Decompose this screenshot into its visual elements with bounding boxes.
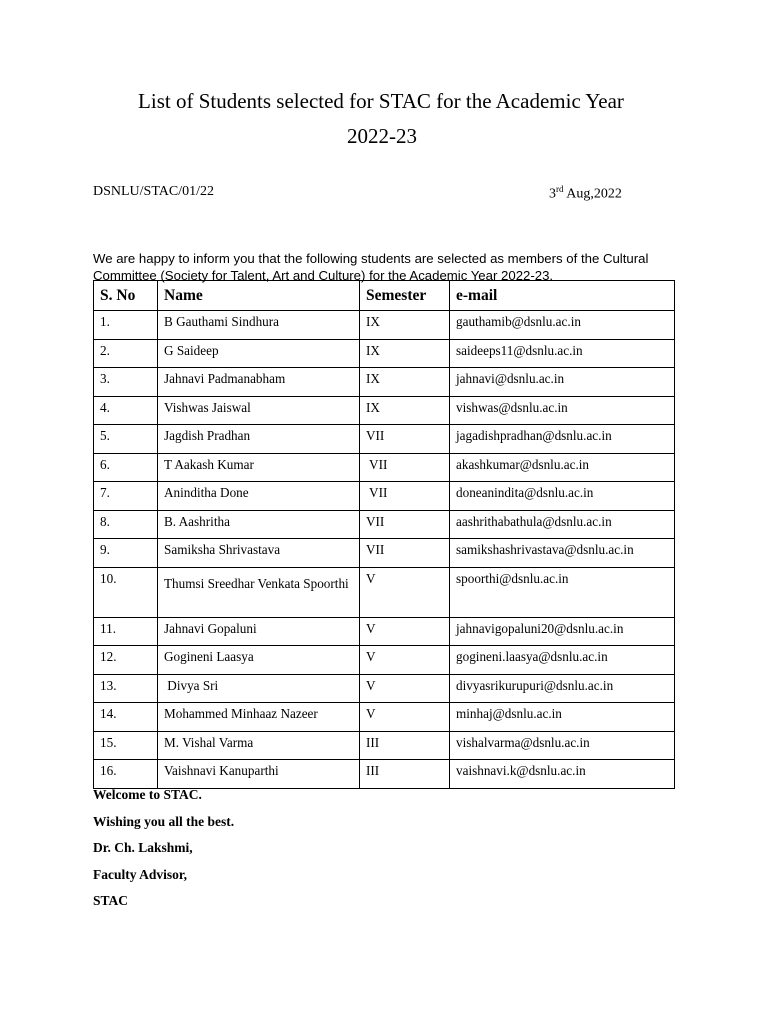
table-row [94, 510, 675, 539]
table-row [94, 731, 675, 760]
cell-name: Thumsi Sreedhar Venkata Spoorthi [158, 567, 360, 617]
closing-block [93, 782, 234, 915]
cell-semester: V [360, 646, 450, 675]
signatory-org: STAC [93, 893, 129, 908]
students-table [93, 280, 675, 789]
cell-email: jahnavigopaluni20@dsnlu.ac.in [450, 617, 675, 646]
header-semester: Semester [360, 281, 450, 311]
cell-email: jahnavi@dsnlu.ac.in [450, 368, 675, 397]
document-title: List of Students selected for STAC for the Academic Year [138, 89, 624, 113]
cell-name: Jahnavi Padmanabham [158, 368, 360, 397]
date-suffix: rd [556, 184, 564, 194]
cell-email: vaishnavi.k@dsnlu.ac.in [450, 760, 675, 789]
document-date [549, 184, 622, 203]
cell-sno: 1. [94, 311, 158, 340]
cell-semester: VII [360, 453, 450, 482]
cell-sno: 6. [94, 453, 158, 482]
cell-sno: 11. [94, 617, 158, 646]
cell-name: Gogineni Laasya [158, 646, 360, 675]
document-title-year: 2022-23 [347, 124, 417, 148]
cell-semester: VII [360, 539, 450, 568]
cell-email: spoorthi@dsnlu.ac.in [450, 567, 675, 617]
table-row [94, 425, 675, 454]
cell-semester: VII [360, 510, 450, 539]
cell-semester: IX [360, 339, 450, 368]
closing-welcome: Welcome to STAC. [93, 787, 202, 802]
signatory-title: Faculty Advisor, [93, 866, 188, 882]
cell-email: gauthamib@dsnlu.ac.in [450, 311, 675, 340]
cell-semester: VII [360, 425, 450, 454]
cell-sno: 7. [94, 482, 158, 511]
header-name: Name [158, 281, 360, 311]
table-row [94, 339, 675, 368]
cell-email: gogineni.laasya@dsnlu.ac.in [450, 646, 675, 675]
cell-semester: V [360, 703, 450, 732]
cell-email: vishwas@dsnlu.ac.in [450, 396, 675, 425]
cell-semester: V [360, 674, 450, 703]
cell-sno: 8. [94, 510, 158, 539]
cell-sno: 16. [94, 760, 158, 789]
table-row [94, 567, 675, 617]
cell-sno: 9. [94, 539, 158, 568]
cell-name: Vaishnavi Kanuparthi [158, 760, 360, 789]
cell-semester: IX [360, 396, 450, 425]
reference-number: DSNLU/STAC/01/22 [93, 184, 215, 199]
table-row [94, 311, 675, 340]
cell-semester: III [360, 731, 450, 760]
cell-name: Divya Sri [158, 674, 360, 703]
cell-email: minhaj@dsnlu.ac.in [450, 703, 675, 732]
cell-semester: IX [360, 368, 450, 397]
cell-name: G Saideep [158, 339, 360, 368]
cell-email: aashrithabathula@dsnlu.ac.in [450, 510, 675, 539]
table-row [94, 617, 675, 646]
table-row [94, 674, 675, 703]
table-row [94, 396, 675, 425]
cell-email: divyasrikurupuri@dsnlu.ac.in [450, 674, 675, 703]
cell-name: Vishwas Jaiswal [158, 396, 360, 425]
cell-semester: VII [360, 482, 450, 511]
cell-sno: 10. [94, 567, 158, 617]
cell-name: Mohammed Minhaaz Nazeer [158, 703, 360, 732]
cell-name: T Aakash Kumar [158, 453, 360, 482]
signatory-name: Dr. Ch. Lakshmi, [93, 840, 193, 855]
intro-paragraph: We are happy to inform you that the following students are selected as members of the Cultural Committee (Society for Talent, Art and Culture) for the Academic Year 2022-23. [93, 251, 649, 284]
cell-email: jagadishpradhan@dsnlu.ac.in [450, 425, 675, 454]
cell-semester: V [360, 567, 450, 617]
table-row [94, 368, 675, 397]
cell-email: akashkumar@dsnlu.ac.in [450, 453, 675, 482]
cell-name: Jagdish Pradhan [158, 425, 360, 454]
cell-name: Jahnavi Gopaluni [158, 617, 360, 646]
cell-sno: 3. [94, 368, 158, 397]
date-day: 3 [549, 186, 556, 202]
header-email: e-mail [450, 281, 675, 311]
cell-semester: V [360, 617, 450, 646]
table-row [94, 703, 675, 732]
cell-name: M. Vishal Varma [158, 731, 360, 760]
table-row [94, 482, 675, 511]
cell-sno: 5. [94, 425, 158, 454]
cell-sno: 15. [94, 731, 158, 760]
cell-name: B. Aashritha [158, 510, 360, 539]
header-sno: S. No [94, 281, 158, 311]
table-header-row [94, 281, 675, 311]
cell-name: Aninditha Done [158, 482, 360, 511]
cell-sno: 14. [94, 703, 158, 732]
cell-name: Samiksha Shrivastava [158, 539, 360, 568]
cell-name: B Gauthami Sindhura [158, 311, 360, 340]
cell-semester: IX [360, 311, 450, 340]
cell-semester: III [360, 760, 450, 789]
cell-sno: 13. [94, 674, 158, 703]
cell-sno: 4. [94, 396, 158, 425]
cell-sno: 2. [94, 339, 158, 368]
closing-wishes: Wishing you all the best. [93, 813, 235, 829]
cell-email: doneanindita@dsnlu.ac.in [450, 482, 675, 511]
cell-email: samikshashrivastava@dsnlu.ac.in [450, 539, 675, 568]
cell-email: vishalvarma@dsnlu.ac.in [450, 731, 675, 760]
date-rest: Aug,2022 [563, 186, 622, 202]
table-row [94, 646, 675, 675]
table-row [94, 453, 675, 482]
students-table-body [94, 311, 675, 789]
table-row [94, 539, 675, 568]
cell-sno: 12. [94, 646, 158, 675]
cell-email: saideeps11@dsnlu.ac.in [450, 339, 675, 368]
